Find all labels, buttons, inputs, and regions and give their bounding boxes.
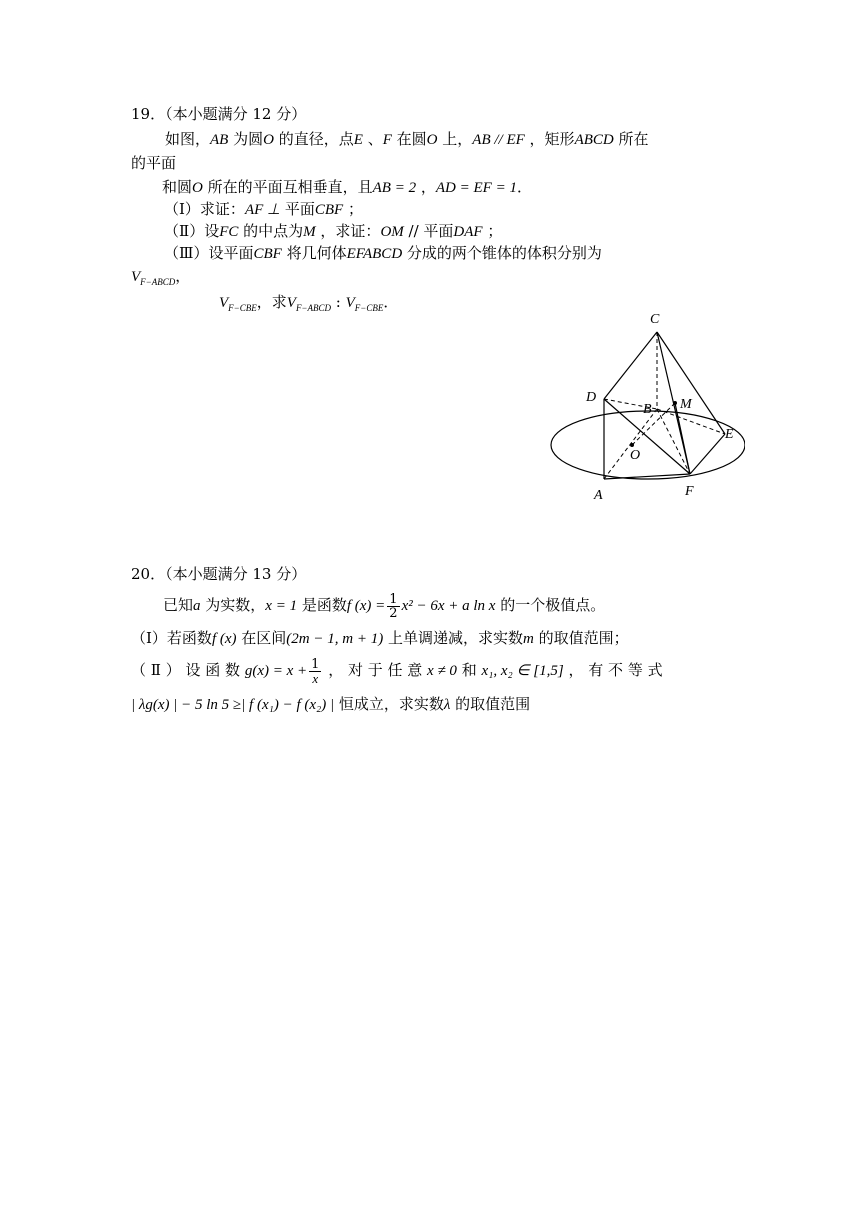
label-O: O [630, 448, 641, 463]
edge-BE [657, 409, 725, 434]
label-F: F [685, 484, 694, 499]
q19-part3-volume1: $V_{F-ABCD}$， [131, 267, 191, 287]
geometry-figure [520, 305, 745, 510]
q20-header: 20．（本小题满分 13 分） [131, 565, 307, 583]
label-C: C [650, 312, 660, 327]
fraction-one-over-x: $\frac{1}{x}$ [311, 656, 320, 686]
label-M: M [680, 397, 692, 412]
q20-part2-line1: （ Ⅱ ） 设 函 数 g(x) = x + $\frac{1}{x}$ ， 对 于 任 意 x ≠ 0 和 x₁, x₂ ∈ [1,5] ， 有 不 等 式 [131, 656, 663, 686]
q20-part2-line2: | λg(x) | − 5 ln 5 ≥| f (x₁) − f (x₂) | 恒成立，求实数λ 的取值范围 [131, 695, 531, 713]
q20-part1: （Ⅰ）若函数f (x) 在区间(2m − 1, m + 1) 上单调递减，求实数m 的取值范围； [131, 629, 629, 647]
label-D: D [586, 390, 597, 405]
edge-DC [604, 332, 657, 399]
q19-stem-line2: 的平面 [131, 154, 177, 172]
edge-OM [632, 403, 675, 445]
q19-stem-line3: 和圆O 所在的平面互相垂直，且AB = 2 ，AD = EF = 1． [162, 178, 532, 196]
q20-stem: 已知a 为实数，x = 1 是函数f (x) = $\frac{1}{2}$ x² − 6x + a ln x 的一个极值点。 [163, 591, 606, 621]
q19-part1: （Ⅰ）求证：AF ⊥ 平面CBF ； [164, 200, 363, 218]
q19-part3-volume2: $V_{F-CBE}$，求$V_{F-ABCD}$ : $V_{F-CBE}$． [219, 293, 399, 313]
point-M [673, 401, 677, 405]
label-B: B [643, 402, 652, 417]
label-A: A [594, 488, 603, 503]
edge-AF [604, 474, 690, 479]
q19-stem-line1: 如图，AB 为圆O 的直径，点E 、F 在圆O 上，AB // EF ，矩形ABCD 所在 [165, 130, 649, 148]
edge-BF [657, 409, 690, 474]
q19-header: 19．（本小题满分 12 分） [131, 105, 307, 123]
fraction-one-half: $\frac{1}{2}$ [389, 591, 398, 621]
q19-part2: （Ⅱ）设FC 的中点为M ，求证：OM // 平面DAF ； [164, 222, 503, 240]
label-E: E [725, 427, 734, 442]
edge-CE [657, 332, 725, 434]
q19-part3: （Ⅲ）设平面CBF 将几何体EFABCD 分成的两个锥体的体积分别为 [164, 244, 602, 262]
point-O [630, 443, 634, 447]
